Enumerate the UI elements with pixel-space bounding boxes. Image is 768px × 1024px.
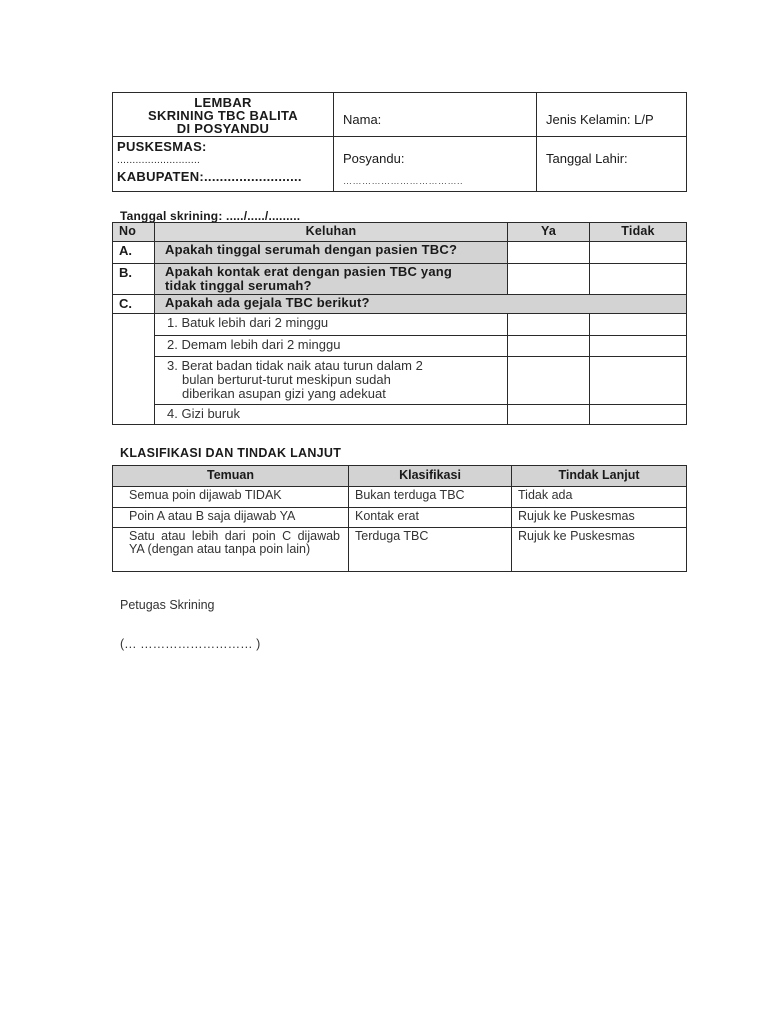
symptom-4: 4. Gizi buruk bbox=[155, 405, 508, 425]
jenis-kelamin-field[interactable] bbox=[537, 93, 687, 137]
tindak-1: Tidak ada bbox=[512, 487, 687, 508]
table-row bbox=[113, 357, 687, 405]
row-a-ya-checkbox[interactable] bbox=[508, 242, 590, 264]
puskesmas-value[interactable]: ........................... bbox=[117, 155, 201, 166]
klasifikasi-2: Kontak erat bbox=[349, 508, 512, 528]
jenis-kelamin-label: Jenis Kelamin: L/P bbox=[546, 112, 654, 127]
row-b-question-line-2: tidak tinggal serumah? bbox=[165, 278, 312, 293]
symptom-3-line-2: bulan berturut-turut meskipun sudah bbox=[182, 372, 391, 387]
title-line-2: SKRINING TBC BALITA bbox=[148, 108, 298, 123]
signature-line[interactable]: (… ……………………… ) bbox=[120, 637, 261, 651]
symptom-2: 2. Demam lebih dari 2 minggu bbox=[155, 336, 508, 357]
posyandu-field[interactable] bbox=[334, 137, 537, 192]
posyandu-value[interactable]: ……………………………….. bbox=[343, 176, 464, 186]
row-b-no: B. bbox=[113, 264, 155, 295]
title-line-1: LEMBAR bbox=[194, 95, 252, 110]
row-a-no: A. bbox=[113, 242, 155, 264]
symptom-4-tidak-checkbox[interactable] bbox=[590, 405, 687, 425]
table-row bbox=[113, 487, 687, 508]
header-ya: Ya bbox=[508, 223, 590, 242]
row-a-tidak-checkbox[interactable] bbox=[590, 242, 687, 264]
klasifikasi-table bbox=[112, 465, 687, 572]
symptom-2-ya-checkbox[interactable] bbox=[508, 336, 590, 357]
header-klasifikasi: Klasifikasi bbox=[349, 466, 512, 487]
row-b-tidak-checkbox[interactable] bbox=[590, 264, 687, 295]
temuan-1: Semua poin dijawab TIDAK bbox=[113, 487, 349, 508]
row-b-ya-checkbox[interactable] bbox=[508, 264, 590, 295]
table-row bbox=[113, 314, 687, 336]
table-row bbox=[113, 508, 687, 528]
header-table bbox=[112, 92, 687, 192]
posyandu-label: Posyandu: bbox=[343, 151, 405, 166]
symptom-3-ya-checkbox[interactable] bbox=[508, 357, 590, 405]
puskesmas-kabupaten-cell bbox=[113, 137, 334, 192]
symptom-3-line-1: 3. Berat badan tidak naik atau turun dalam 2 bbox=[167, 358, 423, 373]
symptom-1: 1. Batuk lebih dari 2 minggu bbox=[155, 314, 508, 336]
table-row bbox=[113, 264, 687, 295]
title-line-3: DI POSYANDU bbox=[176, 121, 270, 136]
row-c-question: Apakah ada gejala TBC berikut? bbox=[155, 295, 687, 314]
header-tidak: Tidak bbox=[590, 223, 687, 242]
klasifikasi-3: Terduga TBC bbox=[349, 528, 512, 572]
screening-date-label[interactable]: Tanggal skrining: ...../...../......... bbox=[120, 209, 301, 223]
nama-field[interactable] bbox=[334, 93, 537, 137]
temuan-2: Poin A atau B saja dijawab YA bbox=[113, 508, 349, 528]
table-row bbox=[113, 405, 687, 425]
row-b-question-line-1: Apakah kontak erat dengan pasien TBC yang bbox=[165, 264, 453, 279]
header-no: No bbox=[113, 223, 155, 242]
kabupaten-label[interactable]: KABUPATEN:......................... bbox=[117, 169, 302, 184]
table-row bbox=[113, 295, 687, 314]
officer-label: Petugas Skrining bbox=[120, 598, 215, 612]
tindak-2: Rujuk ke Puskesmas bbox=[512, 508, 687, 528]
header-tindak-lanjut: Tindak Lanjut bbox=[512, 466, 687, 487]
klasifikasi-title: KLASIFIKASI DAN TINDAK LANJUT bbox=[120, 446, 342, 460]
table-row bbox=[113, 528, 687, 572]
header-keluhan: Keluhan bbox=[155, 223, 508, 242]
row-c-no: C. bbox=[113, 295, 155, 314]
header-temuan: Temuan bbox=[113, 466, 349, 487]
nama-label: Nama: bbox=[343, 112, 382, 127]
table-row bbox=[113, 242, 687, 264]
symptom-4-ya-checkbox[interactable] bbox=[508, 405, 590, 425]
symptom-3-tidak-checkbox[interactable] bbox=[590, 357, 687, 405]
symptom-3 bbox=[155, 357, 508, 405]
row-c-no-spacer bbox=[113, 314, 155, 425]
symptom-2-tidak-checkbox[interactable] bbox=[590, 336, 687, 357]
symptom-1-ya-checkbox[interactable] bbox=[508, 314, 590, 336]
form-title bbox=[113, 93, 334, 137]
symptom-3-line-3: diberikan asupan gizi yang adekuat bbox=[182, 386, 386, 401]
tindak-3: Rujuk ke Puskesmas bbox=[512, 528, 687, 572]
tanggal-lahir-field[interactable] bbox=[537, 137, 687, 192]
table-row bbox=[113, 336, 687, 357]
temuan-3: Satu atau lebih dari poin C dijawab YA (dengan atau tanpa poin lain) bbox=[113, 528, 349, 572]
row-b-question bbox=[155, 264, 508, 295]
symptom-1-tidak-checkbox[interactable] bbox=[590, 314, 687, 336]
puskesmas-label: PUSKESMAS: bbox=[117, 139, 207, 154]
klasifikasi-1: Bukan terduga TBC bbox=[349, 487, 512, 508]
row-a-question: Apakah tinggal serumah dengan pasien TBC? bbox=[155, 242, 508, 264]
screening-table bbox=[112, 222, 687, 425]
tanggal-lahir-label: Tanggal Lahir: bbox=[546, 151, 628, 166]
